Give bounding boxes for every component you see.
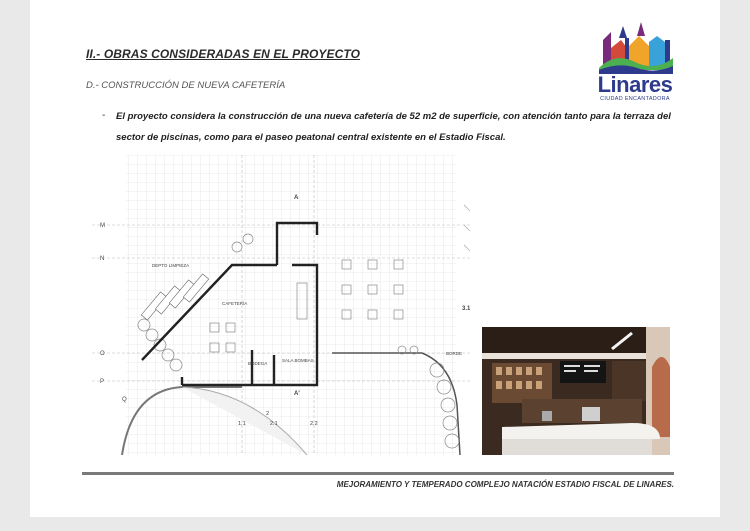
room-label-bodega: BODEGA <box>248 361 268 366</box>
cafe-reference-photo <box>482 327 670 455</box>
plan-row-label: N <box>100 256 105 262</box>
plan-col-label: 2 <box>266 411 270 417</box>
cafe-interior-image <box>482 327 670 455</box>
logo-tagline: CIUDAD ENCANTADORA <box>600 96 670 102</box>
document-page <box>30 0 720 517</box>
section-marker-a: A <box>294 195 299 201</box>
bullet-marker: - <box>102 110 106 121</box>
axis-marker: 3.1 <box>462 306 470 312</box>
logo-skyline-icon <box>585 18 685 74</box>
footer-divider <box>82 472 674 475</box>
subsection-title: D.- CONSTRUCCIÓN DE NUEVA CAFETERÍA <box>86 80 286 91</box>
linares-logo <box>585 18 685 104</box>
floor-plan-drawing <box>92 155 470 455</box>
section-marker-a-prime: A' <box>294 391 300 397</box>
plan-small-label: BORDE <box>446 351 463 356</box>
plan-row-label: M <box>100 223 105 229</box>
plan-row-label: Q <box>122 397 127 403</box>
footer-caption: MEJORAMIENTO Y TEMPERADO COMPLEJO NATACIÓN ESTADIO FISCAL DE LINARES. <box>336 480 674 489</box>
logo-wordmark: Linares <box>597 72 673 97</box>
plan-row-label: O <box>100 351 105 357</box>
plan-col-label: 2.2 <box>310 421 318 427</box>
room-label-sala-bombas: SALA BOMBAS <box>282 358 314 363</box>
floor-plan <box>92 155 470 455</box>
plan-row-label: P <box>100 379 105 385</box>
room-label-cafeteria: CAFETERÍA <box>222 301 248 306</box>
plan-col-label: 1.1 <box>238 421 246 427</box>
bullet-text: El proyecto considera la construcción de una nueva cafetería de 52 m2 de superficie, con atención tanto para la terraza del sector de piscinas, como para el paseo peatonal central existente en el Estadio Fiscal. <box>116 111 671 143</box>
plan-col-label: 2.1 <box>270 421 278 427</box>
plan-small-label: DEPTO LIMPIEZA <box>152 263 190 268</box>
section-title: II.- OBRAS CONSIDERADAS EN EL PROYECTO <box>86 47 361 61</box>
